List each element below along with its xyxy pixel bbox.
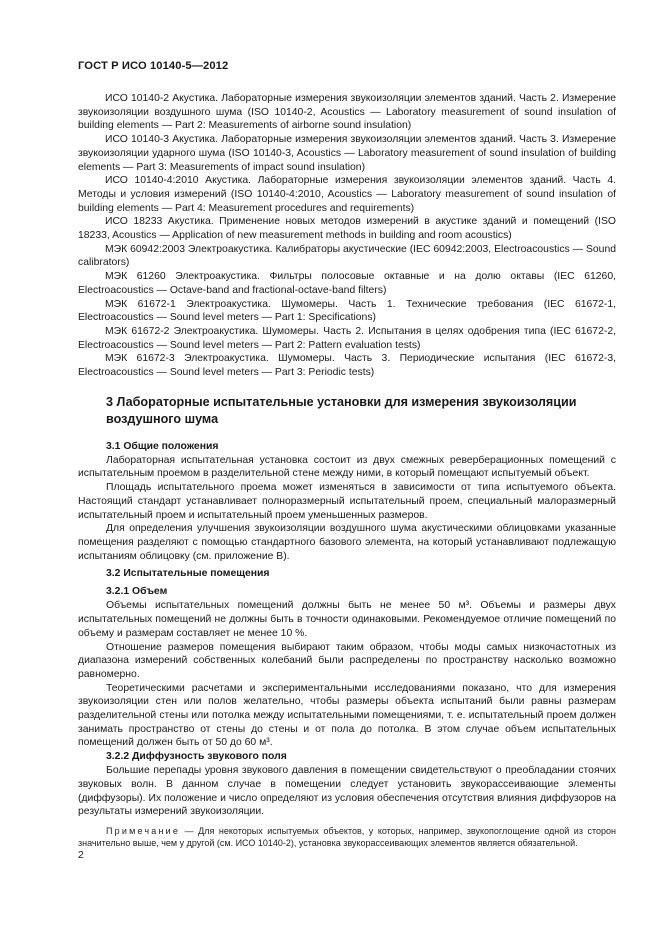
normative-references (78, 92, 616, 380)
paragraph: Теоретическими расчетами и экспериментальными исследованиями показано, что для измерения звукоизоляции стен или полов желательно, чтобы размеры объекта испытаний были равны размерам разделительной стены или потолка между испытательными помещениями, т. е. испытательный проем должен занимать пространство от стены до стены и от пола до потолка. В этом случае объем испытательных помещений должен быть от 50 до 60 м³. (78, 682, 616, 749)
reference-iso-10140-4: ИСО 10140-4:2010 Акустика. Лабораторные измерения звукоизоляции элементов зданий. Часть 4. Методы и условия измерений (ISO 10140-4:2010, Acoustics — Laboratory measurement of sound insulation of building elements — Part 4: Measurement procedures and requirements) (78, 175, 616, 214)
section-3-heading: 3 Лабораторные испытательные установки для измерения звукоизоляции воздушного шума (106, 394, 577, 426)
reference-iso-10140-2: ИСО 10140-2 Акустика. Лабораторные измерения звукоизоляции элементов зданий. Часть 2. Измерение звукоизоляции воздушного шума (ISO 10140-2, Acoustics — Laboratory measurement of sound insulation of building elements — Part 2: Measurements of airborne sound insulation) (78, 93, 616, 132)
paragraph: Отношение размеров помещения выбирают таким образом, чтобы моды самых низкочастотных из диапазона измерений собственных колебаний были распределены по пространству насколько возможно равномерно. (78, 641, 616, 680)
document-header: ГОСТ Р ИСО 10140-5—2012 (78, 60, 229, 72)
note-label: Примечание (106, 825, 181, 836)
paragraph: Лабораторная испытательная установка состоит из двух смежных реверберационных помещений с испытательным проемом в разделительной стене между ними, в который помещают испытуемый объект. (78, 454, 616, 480)
reference-iec-61260: МЭК 61260 Электроакустика. Фильтры полосовые октавные и на долю октавы (IEC 61260, Electroacoustics — Octave-band and fractional-octave-band filters) (78, 271, 616, 296)
note (78, 825, 616, 849)
section-3-2-1-heading: 3.2.1 Объем (106, 586, 168, 598)
reference-iso-10140-3: ИСО 10140-3 Акустика. Лабораторные измерения звукоизоляции элементов зданий. Часть 3. Измерение звукоизоляции ударного шума (ISO 10140-3, Acoustics — Laboratory measurement of sound insulation of building elements — Part 3: Measurements of impact sound insulation) (78, 134, 616, 173)
reference-iec-61672-2: МЭК 61672-2 Электроакустика. Шумомеры. Часть 2. Испытания в целях одобрения типа (IEC 61672-2, Electroacoustics — Sound level meters — Part 2: Pattern evaluation tests) (78, 325, 616, 351)
section-3-2-2-heading: 3.2.2 Диффузность звукового поля (106, 751, 287, 763)
paragraph: Площадь испытательного проема может изменяться в зависимости от типа испытуемого объекта. Настоящий стандарт устанавливает полноразмерный испытательный проем, специальный малоразмерный испытательный проем и испытательный проем уменьшенных размеров. (78, 482, 616, 521)
reference-iso-18233: ИСО 18233 Акустика. Применение новых методов измерений в акустике зданий и помещений (ISO 18233, Acoustics — Application of new measurement methods in building and room acoustics) (78, 216, 616, 242)
paragraph: Для определения улучшения звукоизоляции воздушного шума акустическими облицовками указанные помещения разделяют с помощью стандартного базового элемента, на который устанавливают подлежащую испытаниям облицовку (см. приложение В). (78, 523, 616, 562)
paragraph: Объемы испытательных помещений должны быть не менее 50 м³. Объемы и размеры двух испытательных помещений не должны быть в точности одинаковыми. Рекомендуемое отличие помещений по объему и размерам составляет не менее 10 %. (78, 600, 616, 639)
document-page (78, 60, 616, 849)
note-text: — Для некоторых испытуемых объектов, у которых, например, звукопоглощение одной из сторон значительно выше, чем у другой (см. ИСО 10140-2), установка звукорассеивающих элементов является обязательной. (78, 825, 616, 849)
section-3-2-heading: 3.2 Испытательные помещения (106, 568, 270, 580)
section-3-1-heading: 3.1 Общие положения (106, 440, 219, 452)
reference-iec-61672-1: МЭК 61672-1 Электроакустика. Шумомеры. Часть 1. Технические требования (IEC 61672-1, Electroacoustics — Sound level meters — Part 1: Specifications) (78, 298, 616, 324)
reference-iec-61672-3: МЭК 61672-3 Электроакустика. Шумомеры. Часть 3. Периодические испытания (IEC 61672-3, Electroacoustics — Sound level meters — Part 3: Periodic tests) (78, 353, 616, 379)
page-number: 2 (78, 850, 84, 861)
reference-iec-60942: МЭК 60942:2003 Электроакустика. Калибраторы акустические (IEC 60942:2003, Electroacoustics — Sound calibrators) (78, 243, 616, 269)
paragraph: Большие перепады уровня звукового давления в помещении свидетельствуют о преобладании стоячих звуковых волн. В данном случае в помещении следует установить звукорассеивающие элементы (диффузоры). Их положение и число определяют из условия обеспечения отсутствия влияния диффузоров на результаты измерений звукоизоляции. (78, 765, 616, 818)
